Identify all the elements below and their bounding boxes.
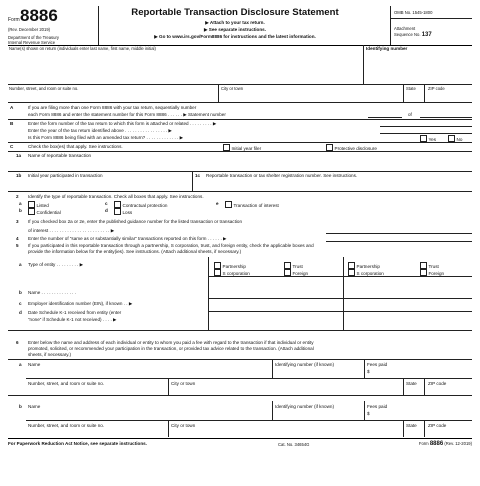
statement-number-field[interactable] [368, 117, 402, 118]
state-label: State [406, 86, 416, 91]
registration-number-field[interactable] [195, 180, 472, 190]
statement-total-field[interactable] [420, 117, 472, 118]
line-b-text-2: Enter the year of the tax return identified above . . . . . . . . . . . . . . . . . ▶ [28, 128, 172, 133]
entity2-k1-date-field[interactable] [346, 314, 472, 328]
related-form-number-field[interactable] [380, 126, 472, 127]
guidance-number-field[interactable] [326, 233, 472, 234]
entity1-k1-date-field[interactable] [211, 314, 341, 328]
line-5d-letter: d [19, 310, 22, 315]
line-a-letter: A [10, 105, 14, 110]
zip-label: ZIP code [428, 86, 445, 91]
identifying-number-field[interactable] [364, 52, 472, 66]
payee-a-street-field[interactable] [28, 387, 166, 395]
payee-b-street-field[interactable] [28, 429, 166, 437]
line-1c-num: 1c [195, 173, 201, 178]
line-6a-letter: a [19, 362, 22, 367]
city-field[interactable] [220, 92, 402, 101]
zip-field[interactable] [426, 92, 472, 101]
identifying-number-label: Identifying number [366, 46, 408, 51]
line-5c-text: Employer identification number (EIN), if known . . ▶ [28, 301, 133, 306]
catalog-number: Cat. No. 34654G [278, 442, 310, 447]
form-word: Form [8, 17, 20, 23]
payee-b-zip-field[interactable] [426, 429, 472, 437]
line-5-num: 5 [16, 243, 19, 248]
entity2-trust-checkbox[interactable] [420, 262, 427, 269]
line-3-text-2: of interest . . . . . . . . . . . . . . . . . . . . . . . . ▶ [28, 228, 115, 233]
line-5b-text: Name . . . . . . . . . . . . . . [28, 290, 76, 295]
listed-option[interactable]: Listed [28, 201, 49, 209]
entity1-trust-checkbox[interactable] [284, 262, 291, 269]
revision-date: (Rev. December 2019) [8, 27, 51, 32]
payee-a-id-field[interactable] [275, 368, 362, 377]
line-5b-letter: b [19, 290, 22, 295]
line-b-text-3: Is this Form 8886 being filed with an amended tax return? . . . . . . . . . . . . . ▶ [28, 135, 184, 140]
payee-b-fees-label: Fees paid [367, 404, 388, 409]
payee-b-state-field[interactable] [405, 429, 423, 437]
amended-no-option[interactable]: No [448, 135, 462, 143]
names-label: Name(s) shown on return (individuals enter last name, first name, middle initial) [9, 46, 156, 51]
instruction-irs-website: ▶ Go to www.irs.gov/Form8886 for instructions and the latest information. [154, 34, 316, 39]
entity2-ein-field[interactable] [346, 300, 472, 310]
payee-a-state-field[interactable] [405, 387, 423, 395]
entity1-ein-field[interactable] [211, 300, 341, 310]
tax-return-year-field[interactable] [380, 133, 472, 134]
loss-checkbox[interactable] [114, 208, 121, 215]
entity1-partnership-option[interactable]: Partnership [214, 262, 246, 270]
line-4-text: Enter the number of “same as or substantially similar” transactions reported on this form . . . . . . ▶ [28, 236, 227, 241]
payee-b-name-label: Name [28, 404, 41, 409]
line-3-text-1: If you checked box 2a or 2e, enter the published guidance number for the listed transaction or transaction [28, 219, 242, 224]
protective-disclosure-checkbox[interactable] [326, 144, 333, 151]
line-2-num: 2 [16, 194, 19, 199]
amended-yes-option[interactable]: Yes [420, 135, 436, 143]
payee-a-zip-label: ZIP code [428, 381, 447, 386]
of-label: of [408, 112, 412, 117]
entity1-scorp-checkbox[interactable] [214, 269, 221, 276]
payee-b-city-label: City or town [171, 423, 196, 428]
initial-year-filer-option[interactable]: Initial year filer [223, 144, 261, 152]
street-field[interactable] [8, 92, 216, 101]
city-label: City or town [221, 86, 244, 91]
paperwork-notice: For Paperwork Reduction Act Notice, see separate instructions. [8, 441, 147, 446]
line-5-text-2: provide the information below for the entity(ies). See instructions. (Attach additional sheets, if necessary.) [28, 249, 242, 254]
entity2-foreign-checkbox[interactable] [420, 269, 427, 276]
line-6-text-2: promoted, solicited, or recommended your participation in the transaction, or provided tax advice related to the transaction. (Attach additional [28, 346, 314, 351]
line-5-text-1: If you participated in this reportable transaction through a partnership, S corporation, trust, and foreign entity, check the applicable boxes and [28, 243, 314, 248]
protective-disclosure-option[interactable]: Protective disclosure [326, 144, 377, 152]
amended-yes-checkbox[interactable] [420, 135, 427, 142]
names-field[interactable] [8, 52, 362, 66]
entity1-partnership-checkbox[interactable] [214, 262, 221, 269]
entity2-name-field[interactable] [346, 280, 472, 296]
line-c-letter: C [10, 144, 14, 149]
line-5d-text-2: “none” if Schedule K-1 not received) . . . . ▶ [28, 317, 117, 322]
initial-year-field[interactable] [28, 180, 190, 190]
instruction-attach: ▶ Attach to your tax return. [205, 20, 265, 25]
line-1b-num: 1b [16, 173, 22, 178]
entity2-partnership-checkbox[interactable] [348, 262, 355, 269]
transaction-of-interest-option[interactable]: Transaction of interest [225, 201, 279, 209]
line-2-text: Identify the type of reportable transaction. Check all boxes that apply. See instructions. [28, 194, 204, 199]
payee-b-street-label: Number, street, and room or suite no. [28, 423, 105, 428]
payee-b-zip-label: ZIP code [428, 423, 447, 428]
instruction-see: ▶ See separate instructions. [204, 27, 266, 32]
line-1a-text: Name of reportable transaction [28, 153, 92, 158]
attachment-label: Attachment [394, 26, 416, 31]
line-2a-letter: a [19, 201, 22, 206]
entity2-partnership-option[interactable]: Partnership [348, 262, 380, 270]
entity2-trust-option[interactable]: Trust [420, 262, 439, 270]
sequence-label: Sequence No. 137 [394, 32, 432, 38]
payee-b-dollar-sign: $ [367, 411, 370, 416]
line-2c-letter: c [105, 201, 108, 206]
payee-a-name-field[interactable] [28, 368, 270, 377]
entity1-trust-option[interactable]: Trust [284, 262, 303, 270]
initial-year-filer-checkbox[interactable] [223, 144, 230, 151]
line-3-num: 3 [16, 219, 19, 224]
payee-a-id-label: Identifying number (if known) [275, 362, 334, 367]
street-label: Number, street, and room or suite no. [9, 86, 79, 91]
payee-a-zip-field[interactable] [426, 387, 472, 395]
payee-b-city-field[interactable] [171, 429, 401, 437]
line-6-text-3: sheets, if necessary.) [28, 352, 72, 357]
footer-form-id: Form 8886 (Rev. 12-2019) [418, 441, 472, 447]
entity2-scorp-checkbox[interactable] [348, 269, 355, 276]
amended-no-checkbox[interactable] [448, 135, 455, 142]
line-2d-letter: d [105, 208, 108, 213]
similar-transactions-field[interactable] [326, 241, 472, 242]
dept-line-2: Internal Revenue Service [8, 40, 56, 45]
listed-checkbox[interactable] [28, 201, 35, 208]
entity1-foreign-checkbox[interactable] [284, 269, 291, 276]
line-5a-letter: a [19, 262, 22, 267]
loss-option[interactable]: Loss [114, 208, 132, 216]
line-2b-letter: b [19, 208, 22, 213]
state-field[interactable] [405, 92, 423, 101]
payee-a-city-field[interactable] [171, 387, 401, 395]
payee-b-fees-field[interactable] [373, 410, 472, 419]
line-1c-text: Reportable transaction or tax shelter registration number. See instructions. [206, 173, 358, 178]
entity1-name-field[interactable] [211, 280, 341, 296]
payee-a-dollar-sign: $ [367, 369, 370, 374]
line-b-letter: B [10, 121, 14, 126]
line-2e-letter: e [216, 201, 219, 206]
line-b-text-1: Enter the form number of the tax return to which this form is attached or related . . . . . . . . . ▶ [28, 121, 217, 126]
line-a-text-1: If you are filing more than one Form 8886 with your tax return, sequentially number [28, 105, 197, 110]
line-a-text-2: each Form 8886 and enter the statement number for this Form 8886 . . . . . . ▶ Statement number [28, 112, 226, 117]
payee-b-state-label: State [406, 423, 417, 428]
line-6-num: 6 [16, 340, 19, 345]
confidential-checkbox[interactable] [28, 208, 35, 215]
form-8886-page [8, 6, 472, 476]
payee-a-fees-label: Fees paid [367, 362, 388, 367]
line-5c-letter: c [19, 301, 22, 306]
transaction-of-interest-checkbox[interactable] [225, 201, 232, 208]
transaction-name-field[interactable] [28, 160, 472, 170]
payee-a-city-label: City or town [171, 381, 196, 386]
payee-a-street-label: Number, street, and room or suite no. [28, 381, 105, 386]
line-1b-text: Initial year participated in transaction [28, 173, 103, 178]
form-number: 8886 [20, 6, 58, 25]
line-1a-num: 1a [16, 153, 22, 158]
confidential-option[interactable]: Confidential [28, 208, 61, 216]
payee-b-id-label: Identifying number (if known) [275, 404, 334, 409]
payee-b-id-field[interactable] [275, 410, 362, 419]
entity2-foreign-option[interactable]: Foreign [420, 269, 444, 277]
dept-line-1: Department of the Treasury [8, 35, 59, 40]
line-6-text-1: Enter below the name and address of each individual or entity to whom you paid a fee with regard to the transaction if that individual or entity [28, 340, 314, 345]
entity1-foreign-option[interactable]: Foreign [284, 269, 308, 277]
line-5d-text-1: Date Schedule K-1 received from entity (enter [28, 310, 122, 315]
omb-number: OMB No. 1545-1800 [394, 10, 433, 15]
payee-b-name-field[interactable] [28, 410, 270, 419]
form-title: Reportable Transaction Disclosure Statement [131, 7, 339, 18]
entity1-scorp-option[interactable]: S corporation [214, 269, 250, 277]
line-4-num: 4 [16, 236, 19, 241]
contractual-protection-option[interactable]: Contractual protection [114, 201, 167, 209]
line-c-text: Check the box(es) that apply. See instructions. [28, 144, 123, 149]
payee-a-name-label: Name [28, 362, 41, 367]
line-5a-text: Type of entity . . . . . . . . . ▶ [28, 262, 84, 267]
line-6b-letter: b [19, 404, 22, 409]
entity2-scorp-option[interactable]: S corporation [348, 269, 384, 277]
payee-a-state-label: State [406, 381, 417, 386]
contractual-protection-checkbox[interactable] [114, 201, 121, 208]
payee-a-fees-field[interactable] [373, 368, 472, 377]
